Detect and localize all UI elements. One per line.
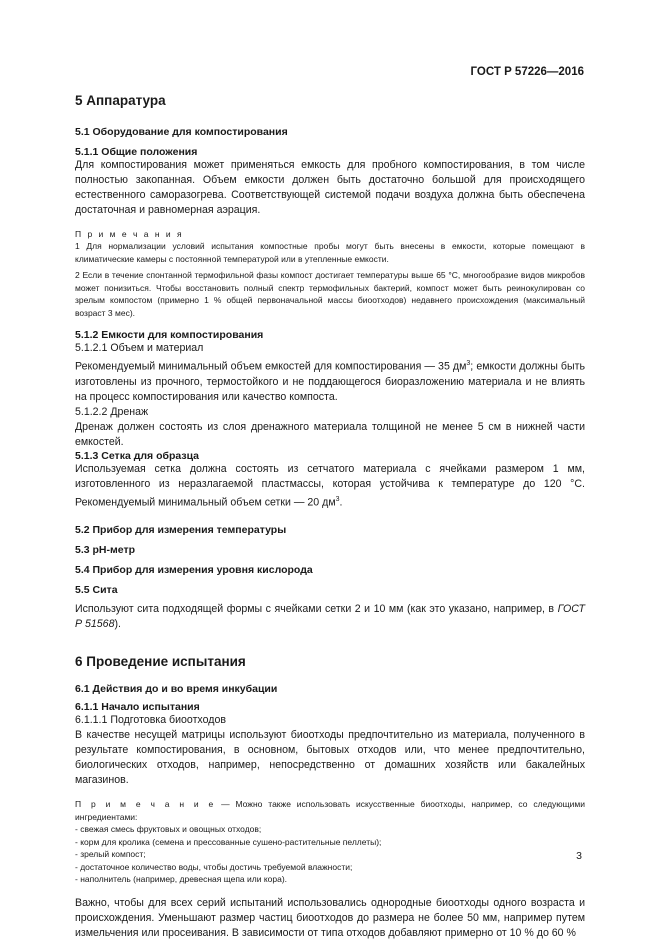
section-6-1-1-1-text: В качестве несущей матрицы используют биоотходы предпочтительно из материала, полученного в результате компостирования, в основном, бытовых отходов или, что менее предпочтительно, биологических отходов, например, непосредственно от домашних хозяйств или бакалейных магазинов. [75, 729, 585, 787]
ingredients-list [75, 823, 585, 886]
list-item: - наполнитель (например, древесная щепа или кора). [75, 874, 288, 885]
standard-reference: ГОСТ Р 51568 [75, 603, 585, 631]
page-number: 3 [576, 850, 582, 862]
section-5-1-2-1-text [75, 356, 585, 405]
section-5-5-title: 5.5 Сита [75, 584, 118, 597]
text-part: Используемая сетка должна состоять из сетчатого материала с ячейками размером 1 мм, изготовленного из неразлагаемой пластмассы, которая устойчива к температуре до 120 °С. Рекомендуемый минимальный объем сетки — 20 дм [75, 462, 585, 509]
section-5-1-2-1-title: 5.1.2.1 Объем и материал [75, 342, 204, 354]
section-5-1-title: 5.1 Оборудование для компостирования [75, 126, 288, 138]
section-5-1-1-title: 5.1.1 Общие положения [75, 146, 198, 158]
section-5-5-text [75, 602, 585, 632]
section-6-1-1-1-title: 6.1.1.1 Подготовка биоотходов [75, 714, 226, 727]
text-part: Используют сита подходящей формы с ячейками сетки 2 и 10 мм (как это указано, например, в [75, 603, 558, 616]
section-5-1-1-text: Для компостирования может применяться емкость для пробного компостирования, в том числе полностью закопанная. Объем емкости должен быть достаточно большой для происходящего естественного саморазогрева. Соответствующей системой подачи воздуха должна быть обеспечена достаточная и равномерная аэрация. [75, 159, 585, 216]
final-paragraph: Важно, чтобы для всех серий испытаний использовались однородные биоотходы одного возраста и происхождения. Уменьшают размер частиц биоотходов до размера не более 50 мм, например путем измельчения или просеивания. В зависимости от типа отходов добавляют примерно от 10 % до 60 % [75, 897, 585, 940]
section-5-1-3-text [75, 462, 585, 511]
list-item: - свежая смесь фруктовых и овощных отходов; [75, 824, 262, 835]
note-ingredients [75, 798, 585, 823]
list-item: - корм для кролика (семена и прессованные сушено-растительные пеллеты); [75, 836, 382, 847]
note-text: — Можно также использовать искусственные биоотходы, например, со следующими ингредиентами: [75, 799, 585, 822]
superscript: 3 [335, 495, 340, 503]
section-5-1-3-title: 5.1.3 Сетка для образца [75, 449, 200, 462]
section-6-1-title: 6.1 Действия до и во время инкубации [75, 683, 278, 696]
section-5-1-2-2-title: 5.1.2.2 Дренаж [75, 405, 149, 418]
note-label: П р и м е ч а н и е [75, 799, 216, 810]
section-5-2-title: 5.2 Прибор для измерения температуры [75, 524, 287, 537]
notes-title: П р и м е ч а н и я [75, 229, 184, 239]
text-part: Рекомендуемый минимальный объем емкостей для компостирования — 35 дм [75, 360, 467, 373]
note-2: 2 Если в течение спонтанной термофильной фазы компост достигает температуры выше 65 °С, многообразие видов микробов может понизиться. Чтобы восстановить полный спектр термофильных бактерий, компост может быть реинокулирован со зрелым компостом (примерно 1 % общей первоначальной массы биоотходов) недавнего происхождения (максимальный возраст 3 мес). [75, 270, 585, 318]
text-part: ). [114, 618, 121, 631]
section-5-4-title: 5.4 Прибор для измерения уровня кислорода [75, 564, 313, 577]
section-5-title: 5 Аппаратура [75, 93, 166, 108]
section-5-3-title: 5.3 pH-метр [75, 544, 136, 557]
section-5-1-2-title: 5.1.2 Емкости для компостирования [75, 329, 264, 341]
section-5-1-2-2-text: Дренаж должен состоять из слоя дренажного материала толщиной не менее 5 см в нижней части емкостей. [75, 420, 585, 448]
superscript: 3 [466, 360, 471, 367]
text-part: ; емкости должны быть изготовлены из прочного, термостойкого и не поддающегося биоразложению материала и не влиять на процесс компостирования или качество компоста. [75, 360, 585, 403]
list-item: - достаточное количество воды, чтобы достичь требуемой влажности; [75, 861, 353, 872]
document-code-header: ГОСТ Р 57226—2016 [470, 66, 584, 78]
list-item: - зрелый компост; [75, 849, 146, 860]
note-1: 1 Для нормализации условий испытания компостные пробы могут быть внесены в емкости, которые помещают в климатические камеры с постоянной температурой или в утепленные емкости. [75, 241, 585, 264]
section-6-1-1-title: 6.1.1 Начало испытания [75, 701, 200, 714]
section-6-title: 6 Проведение испытания [75, 654, 246, 670]
page-content [75, 93, 585, 941]
text-part: . [339, 496, 343, 509]
